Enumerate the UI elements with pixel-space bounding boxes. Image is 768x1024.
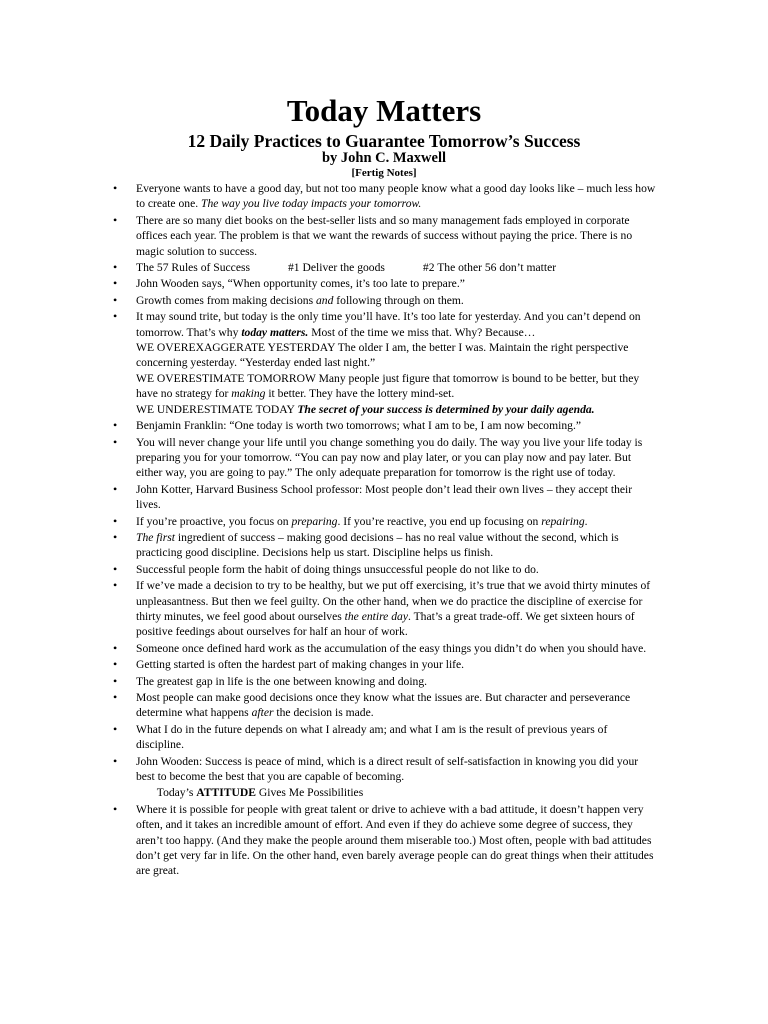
item-text: If we’ve made a decision to try to be healthy, but we put off exercising, it’s true that we avoid thirty minutes of unpleasantness. But then we feel guilty. On the other hand, when we do practice the discipline of exercise for thirty minutes, we feel good about ourselves	[136, 579, 651, 623]
bullet-icon: •	[113, 673, 118, 688]
item-emphasis: The first	[136, 530, 175, 544]
bullet-icon: •	[113, 801, 118, 816]
list-item	[0, 562, 656, 577]
item-text: Getting started is often the hardest part of making changes in your life.	[136, 658, 465, 672]
item-emphasis: and	[316, 293, 334, 307]
bullet-icon: •	[113, 640, 118, 655]
bullet-icon: •	[113, 309, 118, 324]
list-item	[0, 418, 656, 433]
list-item	[0, 482, 656, 513]
bullet-icon: •	[113, 561, 118, 576]
item-text: . If you’re reactive, you end up focusing on	[337, 514, 542, 528]
list-item	[0, 578, 656, 640]
notes-label: [Fertig Notes]	[351, 167, 417, 179]
bullet-icon: •	[113, 434, 118, 449]
bullet-icon: •	[113, 657, 118, 672]
item-text: WE UNDERESTIMATE TODAY	[136, 402, 298, 416]
item-emphasis: The way you live today impacts your tomorrow.	[201, 197, 422, 211]
item-text: ingredient of success – making good decisions – has no real value without the second, which is practicing good discipline. Decisions help us start. Discipline helps us finish.	[136, 530, 619, 560]
item-text: John Wooden says, “When opportunity comes, it’s too late to prepare.”	[136, 277, 465, 291]
bullet-icon: •	[113, 513, 118, 528]
item-text: John Wooden: Success is peace of mind, which is a direct result of self-satisfaction in knowing you did your best to become the best that you are capable of becoming.	[136, 754, 639, 784]
bullet-icon: •	[113, 481, 118, 496]
list-item	[0, 309, 656, 417]
item-emphasis: today matters.	[241, 325, 309, 339]
section-keyword: ATTITUDE	[196, 786, 256, 800]
item-text: Everyone wants to have a good day, but not too many people know what a good day looks like – much less how to create one.	[136, 182, 656, 211]
item-emphasis: preparing	[291, 514, 338, 528]
list-item	[0, 213, 656, 259]
bullet-icon: •	[113, 181, 118, 195]
list-item	[0, 181, 656, 212]
list-item	[0, 435, 656, 481]
bullet-icon: •	[113, 276, 118, 291]
item-text: The greatest gap in life is the one between knowing and doing.	[136, 674, 428, 688]
item-emphasis: The secret of your success is determined by your daily agenda.	[297, 402, 595, 416]
list-item	[0, 276, 656, 291]
item-text: . That’s a great trade-off. We get sixteen hours of positive feedings about ourselves for half an hour of work.	[136, 609, 635, 639]
item-text: There are so many diet books on the best-seller lists and so many management fads employed in corporate offices each year. The problem is that we want the rewards of success without paying the price. There is no magic solution to success.	[136, 213, 633, 258]
item-text: Successful people form the habit of doing things unsuccessful people do not like to do.	[136, 562, 539, 576]
item-text: Most of the time we miss that. Why? Because…	[308, 325, 536, 339]
document-title: Today Matters	[286, 93, 482, 128]
bullet-icon: •	[113, 690, 118, 704]
rule-one: #1 Deliver the goods	[288, 261, 385, 275]
list-item	[0, 690, 656, 721]
list-item	[0, 754, 656, 785]
list-item	[0, 293, 656, 308]
bullet-icon: •	[113, 721, 118, 736]
bullet-icon: •	[113, 418, 118, 433]
item-text: it better. They have the lottery mind-set.	[265, 387, 455, 401]
item-text: You will never change your life until you change something you do daily. The way you live your life today is preparing you for your tomorrow. “You can pay now and play later, or you can play now and pay later. But either way, you are going to pay.” The only adequate preparation for tomorrow is the right use of today.	[136, 435, 643, 480]
list-item	[0, 657, 656, 672]
item-emphasis: repairing	[541, 514, 585, 528]
bullet-icon: •	[113, 292, 118, 307]
section-heading	[0, 785, 520, 800]
bullet-list	[0, 181, 768, 880]
item-text: If you’re proactive, you focus on	[136, 514, 292, 528]
list-item	[0, 260, 656, 275]
bullet-icon: •	[113, 212, 118, 227]
list-item	[0, 641, 656, 656]
bullet-icon: •	[113, 529, 118, 544]
list-item	[0, 674, 656, 689]
rule-two: #2 The other 56 don’t matter	[422, 261, 557, 275]
bullet-icon: •	[113, 260, 118, 275]
item-text: Someone once defined hard work as the accumulation of the easy things you didn’t do when you should have.	[136, 641, 647, 655]
item-text: The 57 Rules of Success	[136, 261, 250, 275]
document-subtitle: 12 Daily Practices to Guarantee Tomorrow’s Success	[187, 131, 581, 151]
item-emphasis: making	[231, 387, 266, 401]
item-text: following through on them.	[333, 293, 464, 307]
item-text: Most people can make good decisions once they know what the issues are. But character and perseverance determine what happens	[136, 691, 631, 720]
section-text: Today’s	[156, 786, 197, 800]
item-text: the decision is made.	[273, 706, 374, 720]
list-item	[0, 722, 656, 753]
list-item	[0, 530, 656, 561]
item-text: WE OVERESTIMATE TOMORROW Many people just figure that tomorrow is bound to be better, but they have no strategy for	[136, 371, 640, 401]
item-text: It may sound trite, but today is the only time you’ll have. It’s too late for yesterday. And you can’t depend on tomorrow. That’s why	[136, 310, 641, 339]
item-text: WE OVEREXAGGERATE YESTERDAY The older I am, the better I was. Maintain the right perspective concerning yesterday. “Yesterday ended last night.”	[136, 341, 629, 370]
item-text: Benjamin Franklin: “One today is worth two tomorrows; what I am to be, I am now becoming.”	[136, 419, 581, 433]
item-emphasis: after	[251, 706, 274, 720]
list-item	[0, 802, 656, 879]
section-text: Gives Me Possibilities	[255, 786, 364, 800]
document-author: by John C. Maxwell	[321, 150, 447, 166]
bullet-icon: •	[113, 578, 118, 593]
bullet-icon: •	[113, 753, 118, 768]
item-text: What I do in the future depends on what I already am; and what I am is the result of previous years of discipline.	[136, 722, 608, 752]
item-text: John Kotter, Harvard Business School professor: Most people don’t lead their own lives – they accept their lives.	[136, 482, 633, 512]
item-emphasis: the entire day	[344, 609, 408, 623]
item-text: .	[584, 514, 588, 528]
item-text: Growth comes from making decisions	[136, 293, 316, 307]
list-item	[0, 514, 656, 529]
item-text: Where it is possible for people with great talent or drive to achieve with a bad attitude, it doesn’t happen very often, and it takes an incredible amount of effort. And even if they do achieve some degree of success, they aren’t too happy. (And they make the people around them miserable too.) Most often, people with bad attitudes don’t get very far in life. On the other hand, even barely average people can do great things when their attitudes are great.	[136, 802, 654, 878]
